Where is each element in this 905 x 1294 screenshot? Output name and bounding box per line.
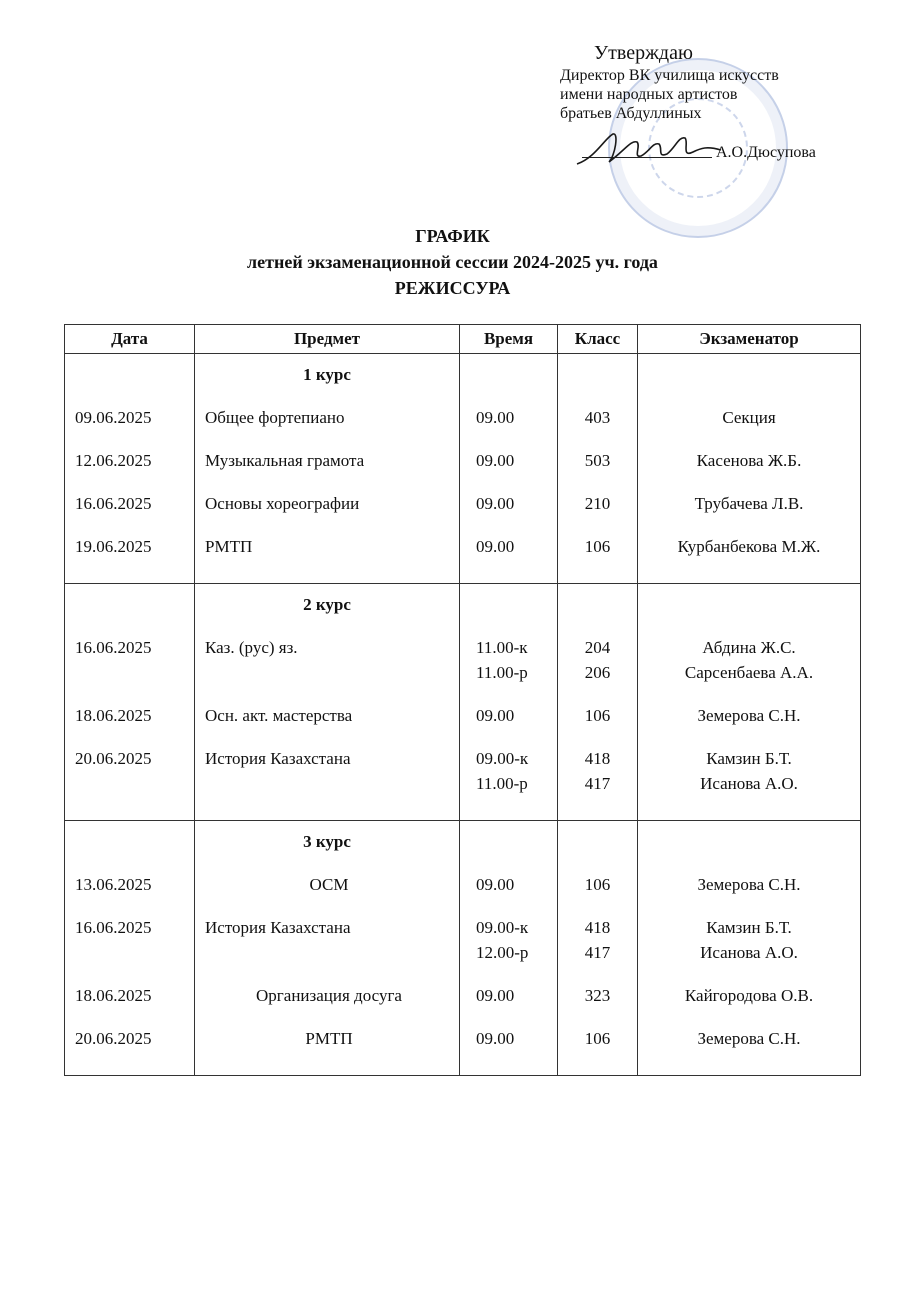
signer-name: А.О.Дюсупова <box>716 144 816 161</box>
exam-room: 417 <box>584 774 611 793</box>
approval-line: имени народных артистов <box>560 86 738 103</box>
exam-time-cell <box>460 1026 558 1051</box>
exam-time: 12.00-р <box>476 943 529 962</box>
exam-subject: Общее фортепиано <box>195 405 460 430</box>
exam-time: 09.00 <box>476 875 515 894</box>
exam-room-cell <box>558 983 638 1008</box>
exam-date: 09.06.2025 <box>65 405 195 430</box>
course-label: 1 курс <box>195 354 460 388</box>
table-row <box>65 915 861 965</box>
exam-subject: РМТП <box>195 1026 460 1051</box>
empty-cell <box>558 473 638 491</box>
empty-cell <box>460 430 558 448</box>
examiner-name: Исанова А.О. <box>700 774 798 793</box>
empty-cell <box>638 796 861 821</box>
empty-cell <box>460 354 558 388</box>
exam-time-cell <box>460 405 558 430</box>
exam-room-cell <box>558 448 638 473</box>
empty-cell <box>460 559 558 584</box>
empty-cell <box>638 354 861 388</box>
spacer-row <box>65 473 861 491</box>
empty-cell <box>460 965 558 983</box>
examiner-name: Сарсенбаева А.А. <box>684 663 814 682</box>
empty-cell <box>195 430 460 448</box>
empty-cell <box>65 516 195 534</box>
approval-line: Директор ВК училища искусств <box>560 67 779 84</box>
exam-subject: Осн. акт. мастерства <box>195 703 460 728</box>
exam-time-cell <box>460 448 558 473</box>
table-row <box>65 872 861 897</box>
empty-cell <box>65 617 195 635</box>
document-specialty: РЕЖИССУРА <box>394 278 511 298</box>
document-subtitle: летней экзаменационной сессии 2024-2025 уч. года <box>247 252 658 272</box>
empty-cell <box>558 728 638 746</box>
examiner-name: Камзин Б.Т. <box>706 749 792 768</box>
table-row <box>65 746 861 796</box>
handwritten-signature <box>575 128 725 174</box>
exam-time-cell <box>460 746 558 796</box>
examiner-name-cell <box>638 746 861 796</box>
empty-cell <box>460 1051 558 1076</box>
empty-cell <box>195 728 460 746</box>
empty-cell <box>65 1008 195 1026</box>
exam-room: 417 <box>584 943 611 962</box>
exam-room-cell <box>558 1026 638 1051</box>
table-row <box>65 448 861 473</box>
empty-cell <box>460 796 558 821</box>
exam-time: 09.00 <box>476 494 515 513</box>
table-row <box>65 635 861 685</box>
empty-cell <box>558 559 638 584</box>
empty-cell <box>195 685 460 703</box>
header-room: Класс <box>558 325 638 354</box>
exam-subject: ОСМ <box>195 872 460 897</box>
header-date: Дата <box>65 325 195 354</box>
empty-cell <box>638 617 861 635</box>
table-header-row <box>65 325 861 354</box>
empty-cell <box>65 584 195 618</box>
exam-date: 16.06.2025 <box>65 635 195 685</box>
empty-cell <box>195 617 460 635</box>
exam-room-cell <box>558 534 638 559</box>
empty-cell <box>460 1008 558 1026</box>
empty-cell <box>558 685 638 703</box>
empty-cell <box>195 559 460 584</box>
empty-cell <box>195 473 460 491</box>
spacer-row <box>65 516 861 534</box>
empty-cell <box>65 430 195 448</box>
empty-cell <box>195 796 460 821</box>
table-row <box>65 1026 861 1051</box>
empty-cell <box>638 430 861 448</box>
examiner-name: Земерова С.Н. <box>697 706 801 725</box>
exam-room: 418 <box>584 918 611 937</box>
examiner-name-cell <box>638 1026 861 1051</box>
examiner-name-cell <box>638 534 861 559</box>
empty-cell <box>65 854 195 872</box>
empty-cell <box>195 897 460 915</box>
exam-time-cell <box>460 534 558 559</box>
exam-time: 09.00 <box>476 706 515 725</box>
exam-room: 106 <box>584 706 611 725</box>
exam-time-cell <box>460 491 558 516</box>
empty-cell <box>460 728 558 746</box>
empty-cell <box>638 854 861 872</box>
empty-cell <box>65 559 195 584</box>
exam-time: 11.00-р <box>476 663 528 682</box>
course-row <box>65 584 861 618</box>
empty-cell <box>195 965 460 983</box>
examiner-name-cell <box>638 983 861 1008</box>
empty-cell <box>638 728 861 746</box>
empty-cell <box>460 897 558 915</box>
empty-cell <box>638 387 861 405</box>
exam-subject: История Казахстана <box>195 746 460 796</box>
exam-time-cell <box>460 915 558 965</box>
empty-cell <box>558 617 638 635</box>
examiner-name-cell <box>638 448 861 473</box>
exam-room: 206 <box>584 663 611 682</box>
empty-cell <box>558 387 638 405</box>
exam-subject: История Казахстана <box>195 915 460 965</box>
course-row <box>65 821 861 855</box>
header-time: Время <box>460 325 558 354</box>
empty-cell <box>460 821 558 855</box>
section-end-row <box>65 1051 861 1076</box>
table-row <box>65 405 861 430</box>
empty-cell <box>195 854 460 872</box>
examiner-name: Камзин Б.Т. <box>706 918 792 937</box>
exam-room: 418 <box>584 749 611 768</box>
empty-cell <box>638 559 861 584</box>
empty-cell <box>558 354 638 388</box>
empty-cell <box>195 516 460 534</box>
exam-time-cell <box>460 635 558 685</box>
examiner-name: Земерова С.Н. <box>697 1029 801 1048</box>
spacer-row <box>65 965 861 983</box>
exam-date: 18.06.2025 <box>65 703 195 728</box>
exam-time-cell <box>460 872 558 897</box>
empty-cell <box>558 584 638 618</box>
empty-cell <box>558 796 638 821</box>
exam-room: 106 <box>584 1029 611 1048</box>
exam-time: 11.00-к <box>476 638 528 657</box>
examiner-name-cell <box>638 872 861 897</box>
empty-cell <box>638 1051 861 1076</box>
course-label: 2 курс <box>195 584 460 618</box>
table-row <box>65 534 861 559</box>
empty-cell <box>638 965 861 983</box>
exam-time: 09.00 <box>476 451 515 470</box>
empty-cell <box>65 387 195 405</box>
exam-subject: Музыкальная грамота <box>195 448 460 473</box>
exam-date: 12.06.2025 <box>65 448 195 473</box>
table-row <box>65 983 861 1008</box>
exam-room-cell <box>558 872 638 897</box>
header-examiner: Экзаменатор <box>638 325 861 354</box>
exam-schedule-table <box>64 324 861 1076</box>
examiner-name-cell <box>638 635 861 685</box>
empty-cell <box>638 584 861 618</box>
examiner-name-cell <box>638 491 861 516</box>
empty-cell <box>460 516 558 534</box>
spacer-row <box>65 430 861 448</box>
course-label: 3 курс <box>195 821 460 855</box>
empty-cell <box>65 354 195 388</box>
course-row <box>65 354 861 388</box>
empty-cell <box>195 1051 460 1076</box>
empty-cell <box>460 854 558 872</box>
exam-room: 106 <box>584 537 611 556</box>
exam-date: 20.06.2025 <box>65 746 195 796</box>
exam-time: 09.00 <box>476 408 515 427</box>
empty-cell <box>638 897 861 915</box>
exam-room: 403 <box>584 408 611 427</box>
empty-cell <box>558 430 638 448</box>
approval-line: братьев Абдуллиных <box>560 105 702 122</box>
examiner-name: Кайгородова О.В. <box>684 986 814 1005</box>
examiner-name-cell <box>638 915 861 965</box>
empty-cell <box>65 685 195 703</box>
spacer-row <box>65 897 861 915</box>
exam-room: 210 <box>584 494 611 513</box>
exam-room: 503 <box>584 451 611 470</box>
empty-cell <box>638 1008 861 1026</box>
spacer-row <box>65 685 861 703</box>
exam-room-cell <box>558 491 638 516</box>
empty-cell <box>558 1008 638 1026</box>
empty-cell <box>638 821 861 855</box>
exam-time: 11.00-р <box>476 774 528 793</box>
exam-date: 18.06.2025 <box>65 983 195 1008</box>
section-end-row <box>65 796 861 821</box>
empty-cell <box>460 617 558 635</box>
exam-subject: Основы хореографии <box>195 491 460 516</box>
schedule-body <box>65 354 861 1076</box>
empty-cell <box>460 387 558 405</box>
exam-room-cell <box>558 746 638 796</box>
empty-cell <box>65 897 195 915</box>
examiner-name: Абдина Ж.С. <box>702 638 796 657</box>
empty-cell <box>65 1051 195 1076</box>
exam-time: 09.00-к <box>476 749 529 768</box>
empty-cell <box>460 473 558 491</box>
examiner-name: Касенова Ж.Б. <box>696 451 802 470</box>
empty-cell <box>558 516 638 534</box>
examiner-name: Секция <box>722 408 776 427</box>
empty-cell <box>65 796 195 821</box>
exam-room: 323 <box>584 986 611 1005</box>
empty-cell <box>65 965 195 983</box>
empty-cell <box>558 965 638 983</box>
empty-cell <box>460 584 558 618</box>
spacer-row <box>65 728 861 746</box>
exam-room-cell <box>558 915 638 965</box>
empty-cell <box>638 685 861 703</box>
exam-room-cell <box>558 405 638 430</box>
examiner-name: Курбанбекова М.Ж. <box>677 537 821 556</box>
table-row <box>65 703 861 728</box>
empty-cell <box>65 473 195 491</box>
exam-time-cell <box>460 703 558 728</box>
exam-room: 204 <box>584 638 611 657</box>
empty-cell <box>195 1008 460 1026</box>
spacer-row <box>65 387 861 405</box>
table-row <box>65 491 861 516</box>
exam-room-cell <box>558 703 638 728</box>
spacer-row <box>65 617 861 635</box>
spacer-row <box>65 1008 861 1026</box>
empty-cell <box>195 387 460 405</box>
exam-subject: Организация досуга <box>195 983 460 1008</box>
exam-time-cell <box>460 983 558 1008</box>
empty-cell <box>638 516 861 534</box>
exam-subject: РМТП <box>195 534 460 559</box>
examiner-name: Трубачева Л.В. <box>694 494 804 513</box>
examiner-name-cell <box>638 405 861 430</box>
approval-heading: Утверждаю <box>594 42 693 64</box>
empty-cell <box>558 821 638 855</box>
exam-subject: Каз. (рус) яз. <box>195 635 460 685</box>
exam-time: 09.00 <box>476 1029 515 1048</box>
examiner-name: Исанова А.О. <box>700 943 798 962</box>
document-title: ГРАФИК <box>415 226 490 246</box>
empty-cell <box>558 1051 638 1076</box>
section-end-row <box>65 559 861 584</box>
examiner-name: Земерова С.Н. <box>697 875 801 894</box>
examiner-name-cell <box>638 703 861 728</box>
empty-cell <box>65 821 195 855</box>
empty-cell <box>638 473 861 491</box>
header-subject: Предмет <box>195 325 460 354</box>
empty-cell <box>65 728 195 746</box>
exam-room-cell <box>558 635 638 685</box>
exam-date: 19.06.2025 <box>65 534 195 559</box>
empty-cell <box>558 897 638 915</box>
exam-room: 106 <box>584 875 611 894</box>
exam-time: 09.00-к <box>476 918 529 937</box>
exam-time: 09.00 <box>476 986 515 1005</box>
exam-date: 13.06.2025 <box>65 872 195 897</box>
exam-time: 09.00 <box>476 537 515 556</box>
empty-cell <box>558 854 638 872</box>
exam-date: 20.06.2025 <box>65 1026 195 1051</box>
spacer-row <box>65 854 861 872</box>
exam-date: 16.06.2025 <box>65 491 195 516</box>
empty-cell <box>460 685 558 703</box>
exam-date: 16.06.2025 <box>65 915 195 965</box>
